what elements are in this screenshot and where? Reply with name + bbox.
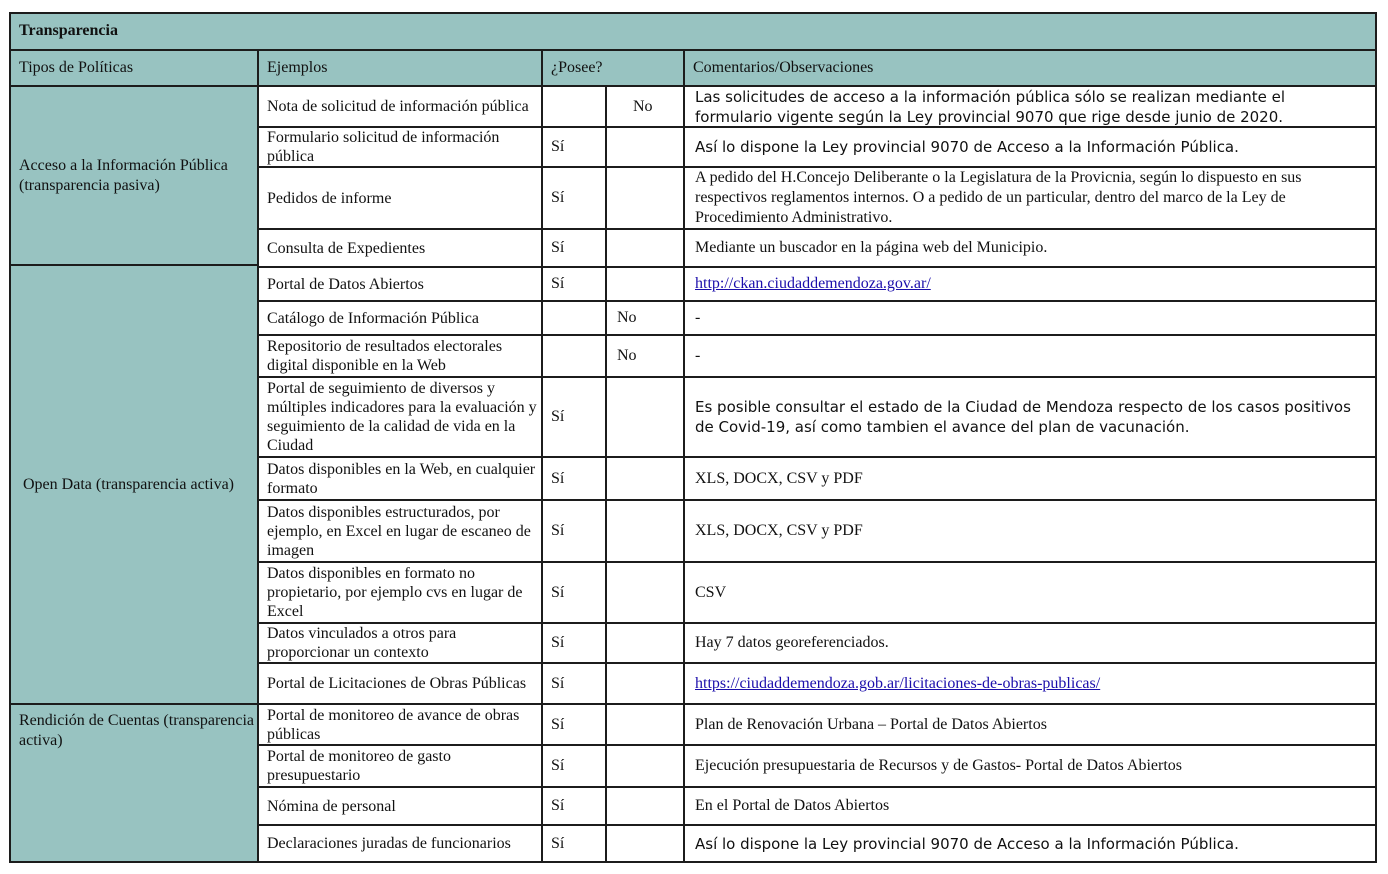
cell-no: [607, 664, 683, 703]
cell-si: Sí: [551, 275, 565, 292]
cell-ejemplo: [259, 458, 541, 499]
comentario-text: Así lo dispone la Ley provincial 9070 de Acceso a la Información Pública.: [695, 138, 1239, 156]
cell-si: [543, 336, 605, 376]
ejemplo-text: Catálogo de Información Pública: [267, 309, 479, 327]
header-posee: ¿Posee?: [543, 51, 683, 85]
cell-si: Sí: [551, 634, 565, 651]
header-comentarios: Comentarios/Observaciones: [685, 51, 1375, 85]
ejemplo-text: Consulta de Expedientes: [267, 239, 426, 257]
header-tipos: Tipos de Políticas: [11, 51, 257, 85]
cell-si: Sí: [551, 834, 565, 852]
comentario-text: Las solicitudes de acceso a la información pública sólo se realizan mediante el formulario vigente según la Ley provincial 9070 que rige desde junio de 2020.: [695, 87, 1286, 126]
comentario-text: CSV: [695, 583, 727, 601]
cell-comentario: [685, 87, 1375, 126]
cell-no: No: [617, 347, 637, 364]
cell-ejemplo: [259, 664, 541, 703]
ejemplo-text: Formulario solicitud de información pública: [267, 129, 500, 165]
cell-comentario: [685, 336, 1375, 376]
ejemplo-text: Datos disponibles en formato no propietario, por ejemplo cvs en lugar de Excel: [267, 565, 523, 620]
cell-ejemplo: [259, 563, 541, 622]
cell-comentario: [685, 458, 1375, 499]
cell-comentario: [685, 563, 1375, 622]
cell-si: Sí: [551, 408, 565, 425]
ejemplo-text: Portal de Datos Abiertos: [267, 275, 424, 293]
comentario-text: -: [695, 347, 701, 364]
cell-ejemplo: [259, 826, 541, 861]
comentario-text: Así lo dispone la Ley provincial 9070 de Acceso a la Información Pública.: [695, 834, 1239, 853]
cell-comentario: [685, 501, 1375, 561]
cell-ejemplo: [259, 336, 541, 376]
cell-ejemplo: [259, 746, 541, 786]
cell-ejemplo: [259, 705, 541, 744]
cell-si: Sí: [551, 469, 565, 487]
comentario-link[interactable]: https://ciudaddemendoza.gob.ar/licitaciones-de-obras-publicas/: [695, 674, 1101, 692]
ejemplo-text: Portal de seguimiento de diversos y múltiples indicadores para la evaluación y seguimiento de la calidad de vida en la Ciudad: [267, 380, 537, 454]
category-open-data: Open Data (transparencia activa): [11, 266, 257, 703]
comentario-text: Plan de Renovación Urbana – Portal de Datos Abiertos: [695, 715, 1047, 733]
ejemplo-text: Pedidos de informe: [267, 189, 392, 207]
cell-no: [607, 563, 683, 622]
cell-ejemplo: [259, 788, 541, 824]
ejemplo-text: Nómina de personal: [267, 797, 396, 815]
cell-no: [607, 501, 683, 561]
cell-ejemplo: [259, 168, 541, 228]
cell-no: [607, 230, 683, 266]
cell-comentario: [685, 230, 1375, 266]
table-title: Transparencia: [11, 14, 1375, 49]
ejemplo-text: Datos disponibles en la Web, en cualquier formato: [267, 460, 536, 497]
ejemplo-text: Repositorio de resultados electorales digital disponible en la Web: [267, 338, 503, 374]
cell-no: [607, 826, 683, 861]
comentario-text: XLS, DOCX, CSV y PDF: [695, 469, 863, 487]
cell-ejemplo: [259, 302, 541, 334]
cell-comentario: [685, 788, 1375, 824]
cell-si: Sí: [551, 522, 565, 539]
cell-comentario: [685, 302, 1375, 334]
cell-comentario: [685, 128, 1375, 166]
cell-ejemplo: [259, 624, 541, 662]
cell-no: [607, 705, 683, 744]
comentario-text: XLS, DOCX, CSV y PDF: [695, 522, 863, 539]
category-acceso: Acceso a la Información Pública (transparencia pasiva): [11, 87, 257, 264]
category-rendicion: Rendición de Cuentas (transparencia activa): [11, 705, 257, 861]
cell-ejemplo: [259, 230, 541, 266]
cell-comentario: [685, 378, 1375, 456]
cell-si: Sí: [551, 239, 565, 256]
cell-no: [607, 268, 683, 300]
comentario-text: Hay 7 datos georeferenciados.: [695, 634, 889, 651]
cell-si: Sí: [551, 583, 565, 601]
cell-comentario: [685, 168, 1375, 228]
cell-no: [607, 128, 683, 166]
ejemplo-text: Nota de solicitud de información pública: [267, 98, 529, 115]
ejemplo-text: Portal de monitoreo de avance de obras públicas: [267, 706, 520, 743]
ejemplo-text: Datos vinculados a otros para proporcionar un contexto: [267, 625, 457, 661]
cell-si: Sí: [551, 757, 565, 774]
cell-ejemplo: [259, 128, 541, 166]
cell-no: No: [633, 97, 653, 115]
comentario-link[interactable]: http://ckan.ciudaddemendoza.gov.ar/: [695, 275, 931, 292]
cell-no: [607, 624, 683, 662]
cell-si: Sí: [551, 797, 565, 814]
comentario-text: En el Portal de Datos Abiertos: [695, 797, 890, 814]
comentario-text: Mediante un buscador en la página web del Municipio.: [695, 239, 1048, 256]
cell-ejemplo: [259, 87, 541, 126]
ejemplo-text: Declaraciones juradas de funcionarios: [267, 835, 511, 852]
cell-ejemplo: [259, 378, 541, 456]
cell-no: [607, 746, 683, 786]
cell-comentario: [685, 624, 1375, 662]
comentario-text: A pedido del H.Concejo Deliberante o la Legislatura de la Provicnia, según lo dispuesto en sus respectivos reglamentos internos. O a pedido de un particular, dentro del marco de la Ley de Procedimiento Administrativo.: [695, 169, 1302, 226]
cell-comentario: [685, 746, 1375, 786]
cell-si: [543, 87, 605, 126]
cell-ejemplo: [259, 268, 541, 300]
cell-no: [607, 458, 683, 499]
ejemplo-text: Portal de Licitaciones de Obras Públicas: [267, 675, 527, 692]
cell-no: [607, 168, 683, 228]
cell-si: Sí: [551, 674, 565, 692]
cell-no: [607, 788, 683, 824]
comentario-text: -: [695, 309, 701, 326]
cell-si: Sí: [551, 189, 565, 206]
cell-no: No: [617, 309, 637, 326]
cell-si: Sí: [551, 715, 565, 733]
comentario-text: Ejecución presupuestaria de Recursos y de Gastos- Portal de Datos Abiertos: [695, 757, 1182, 774]
ejemplo-text: Portal de monitoreo de gasto presupuestario: [267, 748, 451, 784]
transparency-table: [9, 12, 1377, 863]
cell-comentario: [685, 705, 1375, 744]
cell-ejemplo: [259, 501, 541, 561]
cell-si: [543, 302, 605, 334]
header-ejemplos: Ejemplos: [259, 51, 541, 85]
cell-comentario: [685, 268, 1375, 300]
cell-no: [607, 378, 683, 456]
cell-comentario: [685, 664, 1375, 703]
ejemplo-text: Datos disponibles estructurados, por ejemplo, en Excel en lugar de escaneo de imagen: [267, 503, 531, 559]
cell-si: Sí: [551, 138, 565, 155]
cell-comentario: [685, 826, 1375, 861]
comentario-text: Es posible consultar el estado de la Ciudad de Mendoza respecto de los casos positivos de Covid-19, así como tambien el avance del plan de vacunación.: [695, 398, 1351, 436]
